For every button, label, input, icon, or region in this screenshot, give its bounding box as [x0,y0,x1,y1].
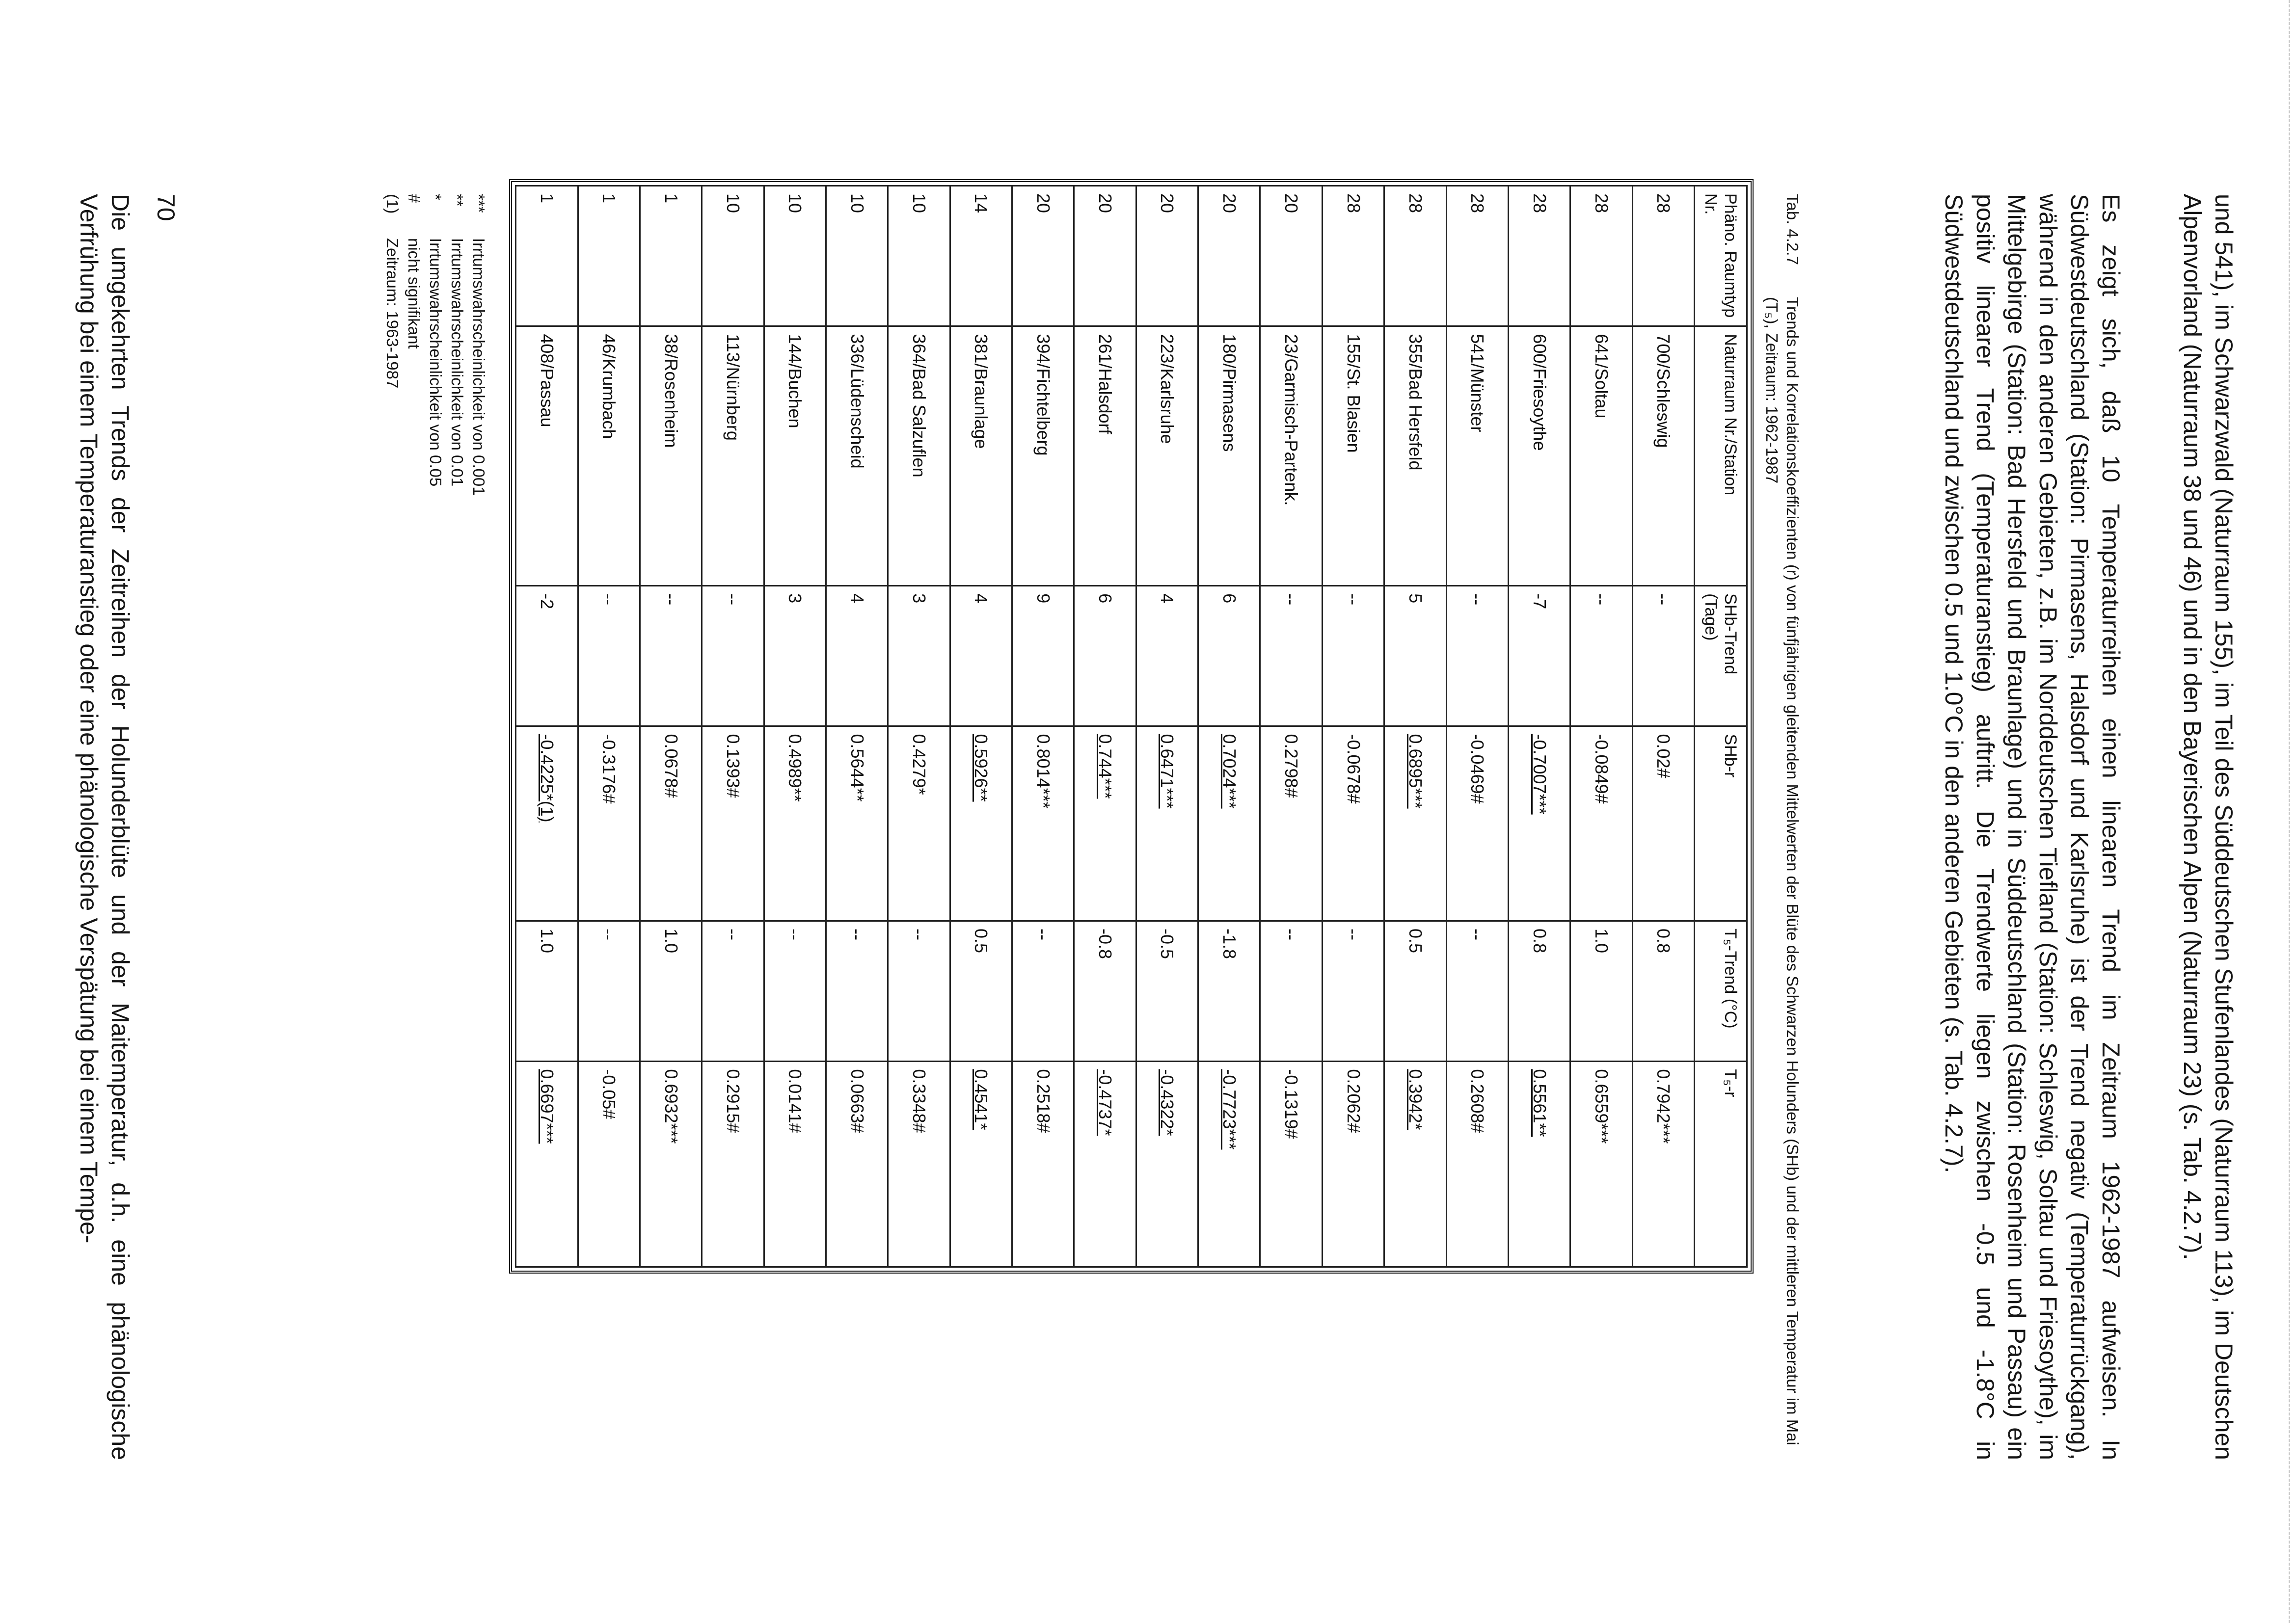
cell-t-r-value: 0.2062# [1343,1069,1364,1133]
cell-raumtyp-value: 20 [1281,193,1302,213]
cell-t-r-value: 0.6559*** [1591,1069,1612,1144]
cell-t-r [1012,1062,1074,1267]
cell-t-trend-value: -- [847,929,867,940]
footnote-text: Irrtumswahrscheinlichkeit von 0.01 [448,238,466,487]
cell-shb-r-value: 0.0678# [661,734,681,798]
results-table-frame [509,179,1754,1274]
cell-station-value: 355/Bad Hersfeld [1405,334,1426,471]
cell-shb-r [640,726,702,921]
cell-raumtyp-value: 28 [1343,193,1364,213]
cell-shb-trend [826,586,888,726]
footnote-row [468,194,489,496]
cell-shb-r-value: -0.0678# [1343,734,1364,804]
cell-t-r-value: 0.4541* [971,1069,992,1130]
cell-station [1260,326,1322,586]
cell-t-trend-value: 1.0 [1591,929,1612,954]
cell-shb-trend-value: 4 [847,593,867,604]
cell-shb-trend-value: -- [1467,593,1488,606]
footnote-row [446,194,468,496]
cell-station [1508,326,1570,586]
cell-t-r [1136,1062,1198,1267]
cell-raumtyp-value: 20 [1095,193,1116,213]
cell-t-trend-value: -- [1343,929,1364,940]
cell-raumtyp-value: 1 [661,193,681,204]
cell-t-trend-value: -1.8 [1219,929,1240,959]
cell-shb-trend [640,586,702,726]
cell-raumtyp-value: 20 [1033,193,1053,213]
footnote-text: Irrtumswahrscheinlichkeit von 0.05 [427,238,445,487]
cell-t-trend [1446,921,1508,1062]
cell-station [1570,326,1632,586]
table-row [888,186,950,1267]
cell-shb-trend [702,586,764,726]
cell-shb-r-value: 0.744*** [1095,734,1116,799]
cell-t-trend-value: -0.8 [1095,929,1116,959]
cell-raumtyp-value: 28 [1405,193,1426,213]
cell-shb-r [1384,726,1446,921]
cell-raumtyp [578,186,640,326]
cell-shb-trend [1074,586,1136,726]
header-shb-r: SHb-r [1695,726,1747,921]
cell-station-value: 600/Friesoythe [1529,334,1550,451]
cell-station-value: 394/Fichtelberg [1033,334,1053,456]
cell-station [516,326,578,586]
cell-station [702,326,764,586]
cell-shb-trend [578,586,640,726]
cell-station [1074,326,1136,586]
cell-t-r [950,1062,1012,1267]
cell-station [1012,326,1074,586]
header-t-r: T₅-r [1695,1062,1747,1267]
cell-raumtyp-value: 28 [1467,193,1488,213]
cell-shb-r-value: -0.0469# [1467,734,1488,804]
cell-shb-r [1198,726,1260,921]
cell-t-r-value: 0.3942* [1405,1069,1426,1130]
cell-station [578,326,640,586]
table-header-row [1695,186,1747,1267]
cell-raumtyp [950,186,1012,326]
table-row [1632,186,1694,1267]
cell-t-r [1570,1062,1632,1267]
table-row [764,186,826,1267]
table-caption-label: Tab. 4.2.7 [1783,194,1802,265]
cell-t-trend [826,921,888,1062]
header-t-trend: T₅-Trend (°C) [1695,921,1747,1062]
cell-t-trend [1074,921,1136,1062]
cell-shb-r [1570,726,1632,921]
cell-t-trend-value: -0.5 [1157,929,1178,959]
table-caption-text: Trends und Korrelationskoeffizienten (r) von fünfjährigen gleitenden Mittelwerten der Blüte des Schwarzen Holunders (SHb) und der mittleren Temperatur im Mai (T₅), Zeitraum: 1962-1987 [1763,297,1802,1445]
footnote-row [425,194,446,496]
cell-raumtyp-value: 20 [1157,193,1178,213]
cell-raumtyp [1136,186,1198,326]
cell-t-r-value: 0.6932*** [661,1069,681,1144]
cell-t-trend [1012,921,1074,1062]
cell-shb-r-value: -0.4225*(1) [537,734,557,823]
table-row [950,186,1012,1267]
cell-shb-trend-value: -- [1343,593,1364,606]
footnote-row [403,194,425,496]
cell-raumtyp [1384,186,1446,326]
cell-t-trend-value: -- [909,929,930,940]
cell-t-r [1322,1062,1384,1267]
cell-t-r-value: -0.1319# [1281,1069,1302,1139]
scan-edge-line [2289,0,2290,1623]
cell-raumtyp-value: 10 [723,193,743,213]
trend-paragraph [1938,194,2127,1460]
cell-raumtyp [1074,186,1136,326]
cell-station-value: 336/Lüdenscheid [847,334,867,469]
table-row [640,186,702,1267]
cell-t-r-value: -0.4737* [1095,1069,1116,1136]
cell-shb-trend-value: 4 [1157,593,1178,604]
cell-t-r-value: 0.0663# [847,1069,867,1133]
cell-shb-r [702,726,764,921]
cell-station [888,326,950,586]
footnote-text: Irrtumswahrscheinlichkeit von 0.001 [470,238,488,496]
cell-raumtyp [888,186,950,326]
table-row [1322,186,1384,1267]
cell-t-r [1384,1062,1446,1267]
table-row [1074,186,1136,1267]
cell-shb-trend-value: -- [599,593,620,606]
intro-paragraph [2177,194,2240,1460]
cell-station-value: 408/Passau [537,334,557,427]
cell-shb-trend [764,586,826,726]
cell-t-trend [578,921,640,1062]
cell-t-trend-value: 0.8 [1529,929,1550,954]
cell-t-trend-value: 1.0 [661,929,681,954]
cell-t-trend [702,921,764,1062]
table-row [1260,186,1322,1267]
table-caption [1758,194,1803,1460]
cell-shb-r-value: 0.6471*** [1157,734,1178,809]
header-raumtyp: Phäno. Raumtyp Nr. [1695,186,1747,326]
cell-raumtyp [826,186,888,326]
cell-t-trend-value: -- [1467,929,1488,940]
cell-raumtyp [640,186,702,326]
cell-shb-r-value: -0.3176# [599,734,620,804]
cell-station [1446,326,1508,586]
cell-raumtyp [1012,186,1074,326]
cell-shb-trend-value: -2 [537,593,557,610]
cell-shb-r [1074,726,1136,921]
cell-shb-trend-value: 5 [1405,593,1426,604]
header-shb-trend: SHb-Trend (Tage) [1695,586,1747,726]
cell-raumtyp [1570,186,1632,326]
cell-shb-r-value: 0.4279* [909,734,930,795]
cell-shb-trend-value: 9 [1033,593,1053,604]
cell-t-trend [640,921,702,1062]
footnote-text: Zeitraum: 1963-1987 [383,238,402,389]
results-table [515,185,1748,1268]
cell-shb-r-value: 0.5644** [847,734,867,802]
cell-raumtyp [1322,186,1384,326]
cell-station-value: 38/Rosenheim [661,334,681,448]
table-row [578,186,640,1267]
cell-raumtyp [702,186,764,326]
cell-station-value: 641/Soltau [1591,334,1612,419]
footnote-text: nicht signifikant [405,238,423,349]
cell-station [1384,326,1446,586]
cell-shb-r-value: 0.8014*** [1033,734,1053,809]
cell-raumtyp [1260,186,1322,326]
footnote-mark: * [427,194,445,200]
cell-shb-trend-value: -- [1653,593,1674,606]
cell-shb-trend-value: 4 [971,593,992,604]
table-body [516,186,1695,1267]
cell-t-r [1508,1062,1570,1267]
cell-shb-trend-value: -7 [1529,593,1550,610]
cell-shb-r [1322,726,1384,921]
cell-t-r [702,1062,764,1267]
cell-station [950,326,1012,586]
cell-shb-trend-value: 3 [785,593,806,604]
cell-station-value: 46/Krumbach [599,334,620,439]
cell-station-value: 23/Garmisch-Partenk. [1281,334,1302,506]
cell-station-value: 155/St. Blasien [1343,334,1364,453]
cell-raumtyp [1446,186,1508,326]
cell-shb-trend [1322,586,1384,726]
cell-raumtyp-value: 10 [847,193,867,213]
cell-raumtyp-value: 1 [537,193,557,204]
page-number: 70 [152,194,180,221]
cell-t-trend [1508,921,1570,1062]
cell-t-r-value: -0.4322* [1157,1069,1178,1136]
cell-t-r [1446,1062,1508,1267]
table-row [1384,186,1446,1267]
cell-station-value: 144/Buchen [785,334,806,428]
cell-shb-trend-value: 3 [909,593,930,604]
cell-shb-r-value: 0.6895*** [1405,734,1426,809]
table-row [1136,186,1198,1267]
cell-t-trend [1136,921,1198,1062]
cell-raumtyp [1508,186,1570,326]
footnote-mark: *** [470,194,488,213]
table-row [1198,186,1260,1267]
cell-raumtyp-value: 28 [1529,193,1550,213]
footnote-mark: # [405,194,423,203]
cell-t-r-value: 0.6697*** [537,1069,557,1144]
cell-t-trend-value: -- [785,929,806,940]
cell-station [826,326,888,586]
footnote-mark: (1) [383,194,402,214]
cell-t-trend-value: 0.5 [1405,929,1426,954]
cell-shb-trend [1136,586,1198,726]
table-row [516,186,578,1267]
cell-raumtyp [1632,186,1694,326]
cell-raumtyp [516,186,578,326]
cell-t-r-value: 0.7942*** [1653,1069,1674,1144]
cell-t-r-value: 0.2915# [723,1069,743,1133]
header-station: Naturraum Nr./Station [1695,326,1747,586]
cell-shb-r [1446,726,1508,921]
cell-station-value: 261/Halsdorf [1095,334,1116,434]
cell-t-r-value: 0.2518# [1033,1069,1053,1133]
cell-station [640,326,702,586]
cell-raumtyp-value: 14 [971,193,992,213]
cell-raumtyp-value: 28 [1653,193,1674,213]
cell-shb-trend [516,586,578,726]
cell-station-value: 700/Schleswig [1653,334,1674,448]
cell-shb-r [1012,726,1074,921]
cell-shb-r [1136,726,1198,921]
cell-shb-trend [1446,586,1508,726]
cell-t-trend [1260,921,1322,1062]
cell-t-r [1074,1062,1136,1267]
cell-t-r [1632,1062,1694,1267]
table-row [1570,186,1632,1267]
cell-t-trend-value: 0.8 [1653,929,1674,954]
intro-text: und 541), im Schwarzwald (Naturraum 155), im Teil des Süddeutschen Stufenlandes (Naturraum 113), im Deutschen Alpenvorland (Naturraum 38 und 46) und in den Bayerischen Alpen (Naturraum 23) (s. Tab. 4.2.7). [2179,194,2238,1460]
cell-shb-r-value: 0.7024*** [1219,734,1240,809]
cell-t-r [888,1062,950,1267]
cell-shb-r-value: 0.2798# [1281,734,1302,798]
cell-shb-trend [1632,586,1694,726]
cell-shb-trend-value: 6 [1095,593,1116,604]
cell-shb-r [516,726,578,921]
cell-shb-trend [1012,586,1074,726]
cell-shb-r [764,726,826,921]
cell-t-trend [516,921,578,1062]
trend-text: Es zeigt sich, daß 10 Temperaturreihen einen linearen Trend im Zeitraum 1962-1987 aufweisen. In Südwestdeutschland (Station: Pirmasens, Halsdorf und Karlsruhe) ist der Trend negativ (Temperaturrückgang), während in den anderen Gebieten, z.B. im Norddeutschen Tiefland (Station: Schleswig, Soltau und Friesoythe), im Mittelgebirge (Station: Bad Hersfeld und Braunlage) und in Süddeutschland (Station: Rosenheim und Passau) ein positiv linearer Trend (Temperaturanstieg) auftritt. Die Trendwerte liegen zwischen -0.5 und -1.8°C in Südwestdeutschland und zwischen 0.5 und 1.0°C in den anderen Gebieten (s. Tab. 4.2.7). [1940,194,2125,1460]
cell-t-r-value: 0.0141# [785,1069,806,1133]
cell-t-r [826,1062,888,1267]
cell-shb-r [950,726,1012,921]
cell-t-r-value: -0.05# [599,1069,620,1119]
cell-shb-trend-value: -- [1591,593,1612,606]
cell-t-trend-value: -- [599,929,620,940]
cell-shb-trend [1260,586,1322,726]
cell-t-r [516,1062,578,1267]
cell-shb-r [1260,726,1322,921]
cell-t-trend [1322,921,1384,1062]
cell-station [1322,326,1384,586]
cell-shb-trend-value: -- [661,593,681,606]
cell-shb-trend [1570,586,1632,726]
table-footnotes [381,194,489,496]
cell-shb-r [1632,726,1694,921]
footnote-mark: ** [448,194,466,207]
cell-station-value: 364/Bad Salzuflen [909,334,930,478]
cell-raumtyp-value: 10 [909,193,930,213]
cell-raumtyp-value: 20 [1219,193,1240,213]
cell-t-trend [1632,921,1694,1062]
cell-shb-trend [1508,586,1570,726]
closing-paragraph: Die umgekehrten Trends der Zeitreihen der Holunderblüte und der Maitemperatur, d.h. eine phänologische Verfrühung bei einem Temperaturanstieg oder eine phänologische Verspätung bei einem Tempe- [75,194,134,1460]
cell-t-r-value: 0.2608# [1467,1069,1488,1133]
cell-shb-trend [1384,586,1446,726]
cell-shb-trend [1198,586,1260,726]
cell-station-value: 180/Pirmasens [1219,334,1240,452]
cell-t-trend [1384,921,1446,1062]
cell-station [764,326,826,586]
table-row [1446,186,1508,1267]
cell-shb-r-value: 0.1393# [723,734,743,798]
cell-shb-trend [950,586,1012,726]
cell-t-r [578,1062,640,1267]
cell-shb-r-value: 0.4989** [785,734,806,802]
cell-t-r [1260,1062,1322,1267]
cell-t-r-value: 0.5561** [1529,1069,1550,1137]
cell-station-value: 223/Karlsruhe [1157,334,1178,444]
cell-t-trend-value: 1.0 [537,929,557,954]
table-row [702,186,764,1267]
cell-station-value: 113/Nürnberg [723,334,743,441]
cell-shb-r-value: -0.0849# [1591,734,1612,804]
footnote-row [381,194,403,496]
cell-station-value: 541/Münster [1467,334,1488,432]
cell-raumtyp [1198,186,1260,326]
cell-t-trend [1198,921,1260,1062]
cell-raumtyp [764,186,826,326]
cell-t-trend-value: -- [723,929,743,940]
cell-shb-r-value: 0.02# [1653,734,1674,778]
cell-shb-trend-value: 6 [1219,593,1240,604]
table-row [1508,186,1570,1267]
cell-t-r-value: -0.7723*** [1219,1069,1240,1150]
table-row [1012,186,1074,1267]
cell-shb-trend-value: -- [723,593,743,606]
cell-raumtyp-value: 28 [1591,193,1612,213]
cell-station [1632,326,1694,586]
cell-t-r-value: 0.3348# [909,1069,930,1133]
cell-shb-trend [888,586,950,726]
cell-shb-trend-value: -- [1281,593,1302,606]
cell-t-trend-value: -- [1033,929,1053,940]
cell-shb-r [826,726,888,921]
cell-raumtyp-value: 10 [785,193,806,213]
cell-t-trend-value: 0.5 [971,929,992,954]
cell-t-trend-value: -- [1281,929,1302,940]
table-row [826,186,888,1267]
cell-shb-r-value: -0.7007*** [1529,734,1550,815]
cell-t-r [764,1062,826,1267]
cell-raumtyp-value: 1 [599,193,620,204]
cell-shb-r-value: 0.5926** [971,734,992,802]
cell-t-r [1198,1062,1260,1267]
cell-shb-r [888,726,950,921]
cell-station [1136,326,1198,586]
cell-station [1198,326,1260,586]
cell-t-trend [888,921,950,1062]
cell-t-trend [1570,921,1632,1062]
cell-t-r [640,1062,702,1267]
cell-station-value: 381/Braunlage [971,334,992,449]
cell-shb-r [1508,726,1570,921]
cell-t-trend [950,921,1012,1062]
cell-shb-r [578,726,640,921]
cell-t-trend [764,921,826,1062]
